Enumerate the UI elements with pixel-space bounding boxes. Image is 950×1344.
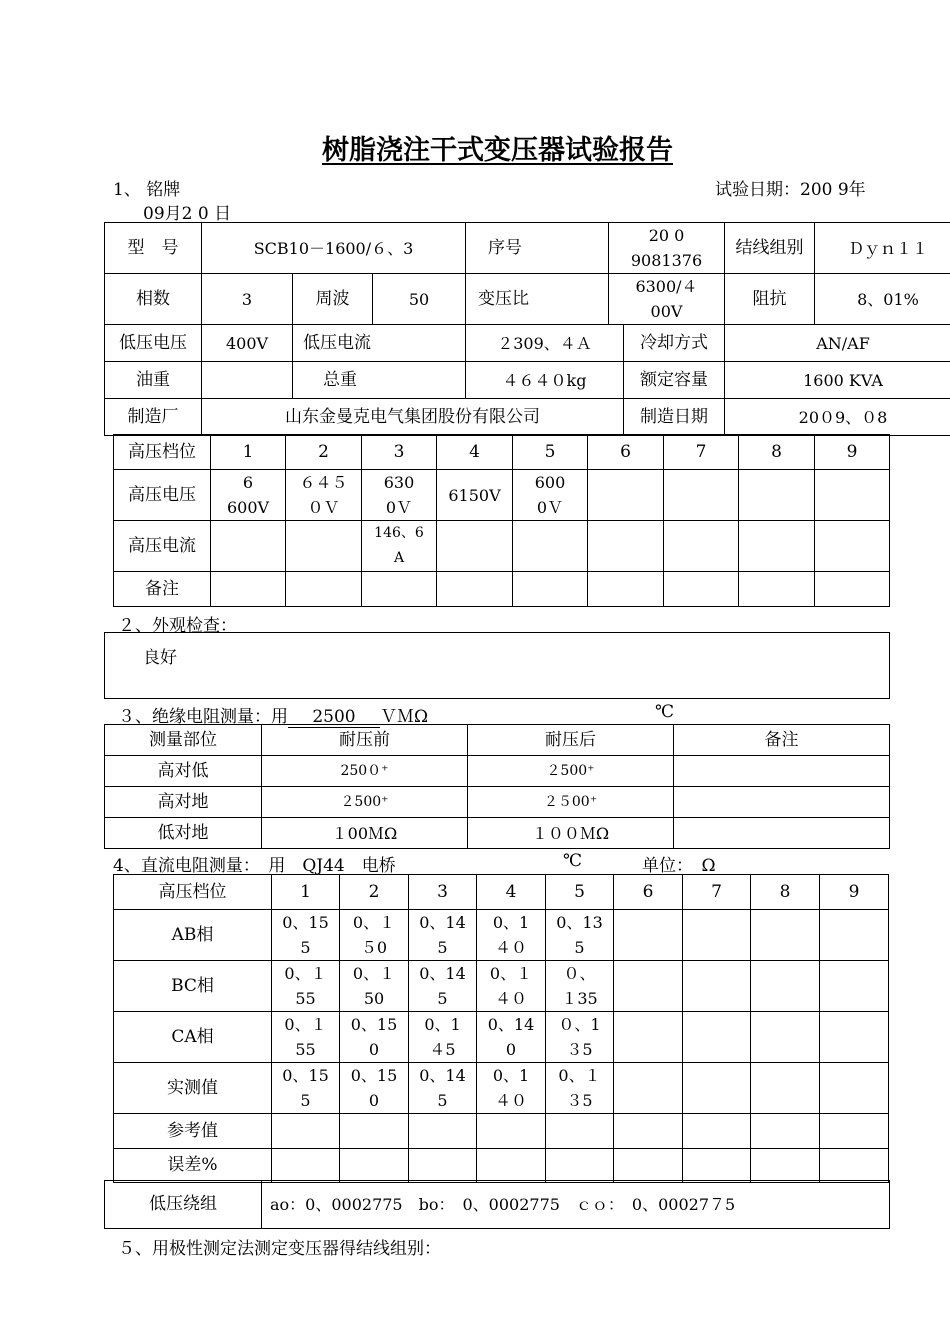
tap-voltage-row [114, 470, 890, 521]
value-cell [340, 1114, 409, 1149]
value-cell: 0、１ 50 [340, 961, 409, 1012]
value-cell: ６４５ ０Ｖ [286, 470, 362, 521]
value-cell [739, 572, 815, 607]
value-cell [683, 1012, 751, 1063]
value-cell [477, 1114, 546, 1149]
insulation-row [105, 756, 890, 787]
label-manufacturer: 制造厂 [105, 399, 202, 436]
value-cell: 9 [815, 435, 890, 470]
value-model: SCB10－1600/６、3 [202, 223, 466, 274]
value-manufacture-date: 20０9、０8 [725, 399, 950, 436]
nameplate-row-1 [105, 223, 950, 274]
value-cell: 7 [664, 435, 739, 470]
value-cooling: AN/AF [725, 325, 950, 362]
value-manufacturer: 山东金曼克电气集团股份有限公司 [202, 399, 624, 436]
row-label-cell: 高压电压 [114, 470, 211, 521]
value-cell [513, 521, 588, 572]
value-cell [820, 1012, 889, 1063]
row-label-cell: 高压电流 [114, 521, 211, 572]
insulation-part: 低对地 [105, 818, 262, 849]
label-rated-capacity: 额定容量 [624, 362, 725, 399]
insulation-after: ２500⁺ [468, 756, 674, 787]
value-cell: 1 [211, 435, 286, 470]
value-cell [513, 572, 588, 607]
value-cell [683, 961, 751, 1012]
value-cell [340, 1149, 409, 1183]
value-cell [546, 1114, 614, 1149]
row-label-cell: 误差% [114, 1149, 272, 1183]
value-cell: 7 [683, 875, 751, 910]
value-cell [272, 1149, 340, 1183]
value-cell [588, 572, 664, 607]
insulation-after: １００ＭΩ [468, 818, 674, 849]
insulation-before: ２500⁺ [262, 787, 468, 818]
lv-winding-value: ao：0、0002775 bo： 0、0002775 ｃｏ： 0、00027７5 [262, 1181, 890, 1229]
value-cell: 0、13 5 [546, 910, 614, 961]
value-cell: 8 [751, 875, 820, 910]
value-cell: 3 [362, 435, 437, 470]
dc-row [114, 1012, 889, 1063]
value-cell: 9 [820, 875, 889, 910]
value-cell [614, 1149, 683, 1183]
insulation-header-part: 测量部位 [105, 725, 262, 756]
value-cell [683, 1149, 751, 1183]
value-cell: 0、1 ４０ [477, 910, 546, 961]
value-cell: 6 600V [211, 470, 286, 521]
value-cell [409, 1149, 477, 1183]
megger-voltage: 2500 [288, 707, 380, 728]
value-cell: ０、 １35 [546, 961, 614, 1012]
value-cell: 630 0Ｖ [362, 470, 437, 521]
label-manufacture-date: 制造日期 [624, 399, 725, 436]
value-cell [820, 961, 889, 1012]
value-cell: 146、6 A [362, 521, 437, 572]
value-cell: 0、14 0 [477, 1012, 546, 1063]
value-cell: 2 [286, 435, 362, 470]
value-cell [820, 1149, 889, 1183]
value-cell: 0、15 0 [340, 1063, 409, 1114]
tap-note-row [114, 572, 890, 607]
value-cell: 0、1 ４5 [409, 1012, 477, 1063]
value-cell: 1 [272, 875, 340, 910]
section-5-label: ５、用极性测定法测定变压器得结线组别： [118, 1239, 441, 1259]
insulation-row [105, 818, 890, 849]
value-impedance: 8、01% [815, 274, 950, 325]
test-date-suffix: 09月2 0 日 [143, 204, 232, 224]
section-4-label: 4、直流电阻测量： 用 QJ44 电桥 [113, 856, 396, 876]
nameplate-row-2 [105, 274, 950, 325]
dc-header-row [114, 875, 889, 910]
value-cell: 0、１ 55 [272, 1012, 340, 1063]
value-cell [739, 470, 815, 521]
value-cell [815, 572, 890, 607]
value-cell: 4 [437, 435, 513, 470]
insulation-before: 250０⁺ [262, 756, 468, 787]
value-total-weight: ４６４０kg [466, 362, 624, 399]
value-cell [751, 1149, 820, 1183]
insulation-before: １00ＭΩ [262, 818, 468, 849]
label-lv-current: 低压电流 [293, 325, 466, 362]
value-cell: 0、１ ３5 [546, 1063, 614, 1114]
value-cell: 0、１ ４０ [477, 961, 546, 1012]
section-4-unit: 单位： Ω [642, 856, 716, 876]
value-cell: 0、１ 55 [272, 961, 340, 1012]
value-cell [409, 1114, 477, 1149]
label-cooling: 冷却方式 [624, 325, 725, 362]
label-impedance: 阻抗 [725, 274, 815, 325]
label-frequency: 周波 [293, 274, 373, 325]
dc-row [114, 1149, 889, 1183]
value-phases: 3 [202, 274, 293, 325]
value-cell [362, 572, 437, 607]
dc-row [114, 910, 889, 961]
value-cell [683, 910, 751, 961]
value-cell [211, 572, 286, 607]
nameplate-row-5 [105, 399, 950, 436]
value-cell [437, 572, 513, 607]
insulation-note [674, 787, 890, 818]
value-cell [751, 1012, 820, 1063]
value-cell: 0、14 5 [409, 961, 477, 1012]
value-frequency: 50 [373, 274, 466, 325]
insulation-header-row [105, 725, 890, 756]
row-label-cell: 实测值 [114, 1063, 272, 1114]
row-label-cell: BC相 [114, 961, 272, 1012]
insulation-header-before: 耐压前 [262, 725, 468, 756]
value-cell: 6150V [437, 470, 513, 521]
row-label-cell: 参考值 [114, 1114, 272, 1149]
value-cell [614, 1012, 683, 1063]
label-model: 型 号 [105, 223, 202, 274]
value-cell: 8 [739, 435, 815, 470]
appearance-result: 良好 [143, 648, 177, 668]
lv-winding-table [104, 1180, 890, 1229]
value-lv-voltage: 400V [202, 325, 293, 362]
value-oil-weight [202, 362, 293, 399]
value-cell [272, 1114, 340, 1149]
nameplate-table [104, 222, 950, 436]
value-cell [751, 1114, 820, 1149]
value-cell [286, 572, 362, 607]
insulation-table [104, 724, 890, 849]
value-cell [683, 1114, 751, 1149]
row-label-cell: AB相 [114, 910, 272, 961]
value-cell [751, 1063, 820, 1114]
section-3-unit: ＶＭΩ [380, 707, 429, 727]
appearance-box [104, 632, 890, 699]
value-cell: 5 [546, 875, 614, 910]
dc-resistance-table [113, 874, 889, 1183]
value-lv-current: ２309、４Ａ [466, 325, 624, 362]
insulation-note [674, 756, 890, 787]
value-serial: 20 0 9081376 [609, 223, 725, 274]
value-cell [664, 521, 739, 572]
row-label-cell: 高压档位 [114, 875, 272, 910]
label-ratio: 变压比 [466, 274, 609, 325]
value-cell: 600 0Ｖ [513, 470, 588, 521]
section-2-label: ２、外观检查： [118, 616, 237, 636]
value-ratio: 6300/４ 00V [609, 274, 725, 325]
value-cell [211, 521, 286, 572]
value-rated-capacity: 1600 KVA [725, 362, 950, 399]
value-cell [588, 470, 664, 521]
page-title: 树脂浇注干式变压器试验报告 [322, 135, 673, 166]
label-phases: 相数 [105, 274, 202, 325]
section-3-temp-unit: ℃ [655, 702, 675, 722]
value-cell [751, 910, 820, 961]
value-cell: ０、1 ３5 [546, 1012, 614, 1063]
row-label-cell: 备注 [114, 572, 211, 607]
nameplate-row-3 [105, 325, 950, 362]
value-cell: 0、15 0 [340, 1012, 409, 1063]
value-cell [683, 1063, 751, 1114]
row-label-cell: CA相 [114, 1012, 272, 1063]
value-cell [815, 470, 890, 521]
section-4-temp-unit: ℃ [563, 851, 583, 871]
value-cell [664, 470, 739, 521]
value-cell: 4 [477, 875, 546, 910]
value-cell: 0、15 5 [272, 1063, 340, 1114]
test-date-prefix: 试验日期：200 9年 [715, 180, 866, 200]
value-cell: 3 [409, 875, 477, 910]
insulation-header-after: 耐压后 [468, 725, 674, 756]
section-3-prefix: ３、绝缘电阻测量：用 [118, 707, 288, 727]
value-cell: 0、14 5 [409, 1063, 477, 1114]
value-cell: 0、１ ５0 [340, 910, 409, 961]
section-1-label: 1、 铭牌 [113, 180, 181, 200]
value-cell: 0、14 5 [409, 910, 477, 961]
value-cell [820, 910, 889, 961]
value-cell [820, 1114, 889, 1149]
value-cell: 2 [340, 875, 409, 910]
value-connection-group: Ｄｙｎ１１ [815, 223, 950, 274]
value-cell: 0、15 5 [272, 910, 340, 961]
value-cell [614, 1063, 683, 1114]
tap-current-row [114, 521, 890, 572]
label-connection-group: 结线组别 [725, 223, 815, 274]
tap-header-row [114, 435, 890, 470]
insulation-part: 高对地 [105, 787, 262, 818]
lv-winding-row [105, 1181, 890, 1229]
value-cell [477, 1149, 546, 1183]
value-cell [437, 521, 513, 572]
value-cell [739, 521, 815, 572]
value-cell [820, 1063, 889, 1114]
value-cell: 5 [513, 435, 588, 470]
value-cell [286, 521, 362, 572]
value-cell: 6 [588, 435, 664, 470]
lv-winding-label: 低压绕组 [105, 1181, 262, 1229]
insulation-after: ２５00⁺ [468, 787, 674, 818]
value-cell: 0、1 ４０ [477, 1063, 546, 1114]
value-cell [614, 1114, 683, 1149]
value-cell: 6 [614, 875, 683, 910]
dc-row [114, 1114, 889, 1149]
value-cell [751, 961, 820, 1012]
insulation-header-note: 备注 [674, 725, 890, 756]
label-oil-weight: 油重 [105, 362, 202, 399]
insulation-part: 高对低 [105, 756, 262, 787]
hv-tap-table [113, 434, 890, 607]
label-total-weight: 总重 [293, 362, 466, 399]
insulation-row [105, 787, 890, 818]
row-label-cell: 高压档位 [114, 435, 211, 470]
dc-row [114, 961, 889, 1012]
value-cell [815, 521, 890, 572]
value-cell [614, 961, 683, 1012]
value-cell [614, 910, 683, 961]
value-cell [588, 521, 664, 572]
value-cell [546, 1149, 614, 1183]
value-cell [664, 572, 739, 607]
label-lv-voltage: 低压电压 [105, 325, 202, 362]
dc-row [114, 1063, 889, 1114]
insulation-note [674, 818, 890, 849]
nameplate-row-4 [105, 362, 950, 399]
label-serial: 序号 [466, 223, 609, 274]
